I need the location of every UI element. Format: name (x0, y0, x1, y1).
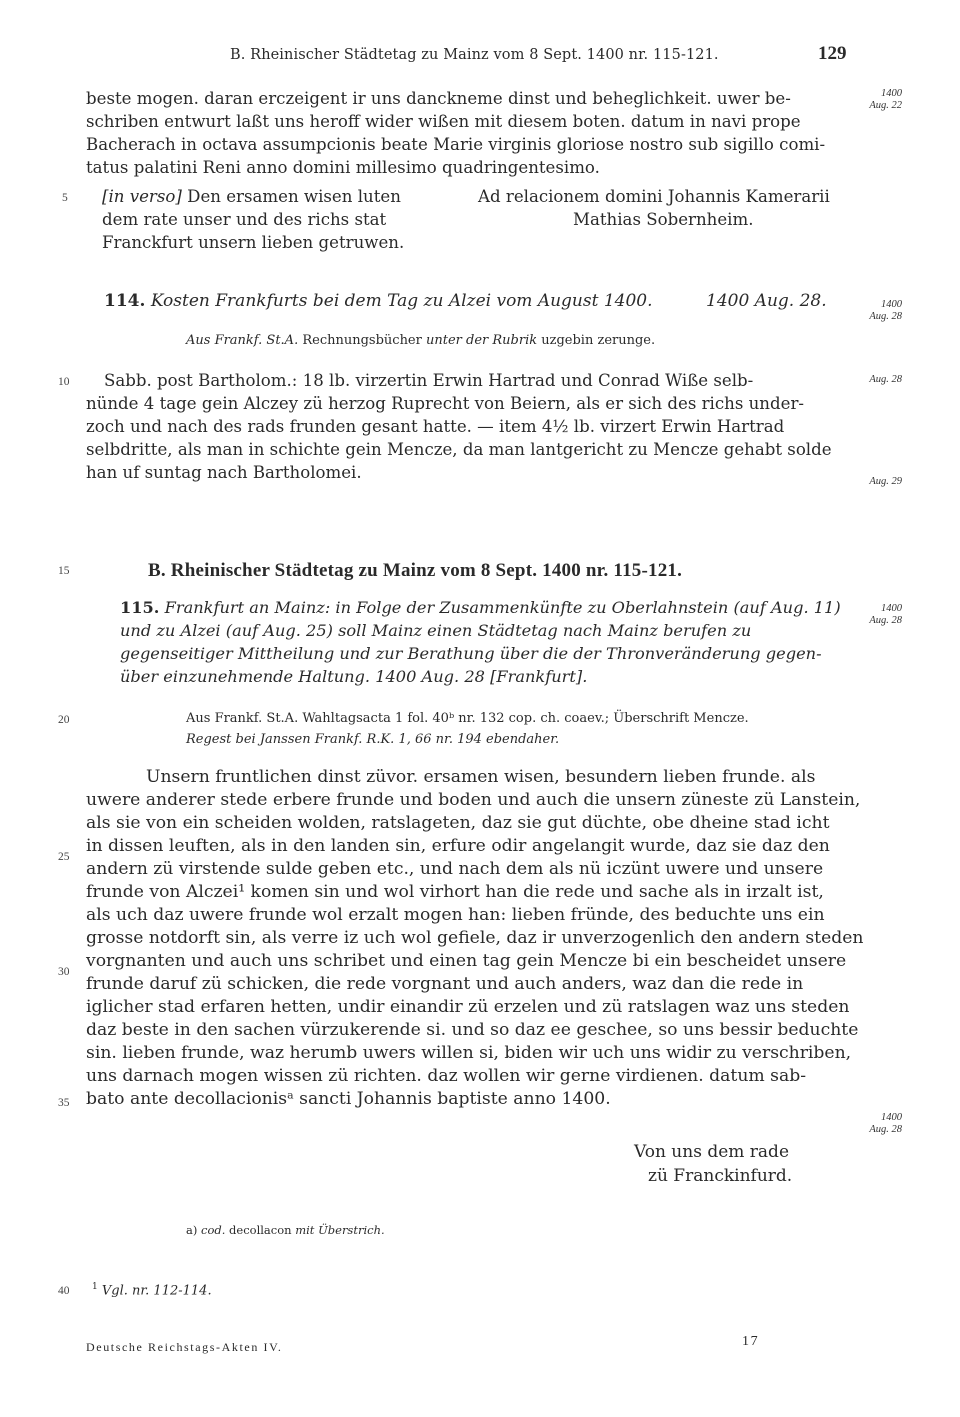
doc115-text-9: vorgnanten und auch uns schribet und einen tag gein Mencze bi ein bescheidet unsere (86, 951, 847, 971)
margin-date-114-year: 1400 (881, 299, 902, 310)
doc115-text-3: als sie von ein scheiden wolden, ratslageten, daz sie gut düchte, obe dheine stad icht (86, 813, 830, 833)
doc115-heading (120, 597, 841, 619)
doc115-text-6: frunde von Alczei¹ komen sin und wol virhort han die rede und sache als in irzalt ist, (86, 882, 824, 902)
page-number: 129 (818, 43, 847, 64)
doc115-title-line-3: gegenseitiger Mittheilung und zur Berathung über die der Thronveränderung gegen- (120, 644, 822, 663)
margin-date-113-year: 1400 (881, 88, 902, 99)
doc113-line-3: Bacherach in octava assumpcionis beate Marie virginis gloriose nostro sub sigillo comi- (86, 135, 826, 154)
margin-date-115-end-year: 1400 (881, 1112, 902, 1123)
section-heading: B. Rheinischer Städtetag zu Mainz vom 8 Sept. 1400 nr. 115-121. (148, 560, 683, 581)
in-verso-note: [in verso] (102, 187, 182, 206)
doc115-text-11: iglicher stad erfaren hetten, undir einandir zü erzelen und zü ratslagen waz uns steden (86, 997, 850, 1017)
doc113-line-1: beste mogen. daran erczeigent ir uns danckneme dinst und beheglichkeit. uwer be- (86, 89, 791, 108)
signature-line-1: Von uns dem rade (634, 1142, 790, 1162)
doc114-source-text1: Rechnungsbücher (302, 333, 422, 348)
line-number-20: 20 (58, 714, 70, 726)
relation-line-1: Ad relacionem domini Johannis Kamerarii (478, 187, 830, 206)
doc114-source-aus: Aus Frankf. St.A. (186, 333, 299, 348)
doc115-text-8: grosse notdorft sin, als verre iz uch wol gefiele, daz ir unverzogenlich den andern steden (86, 928, 864, 948)
doc113-line-2: schriben entwurt laßt uns heroff wider wißen mit diesem boten. datum in navi prope (86, 112, 801, 131)
doc115-text-7: als uch daz uwere frunde wol erzalt mogen han: lieben fründe, des beduchte uns ein (86, 905, 825, 925)
doc115-source-2: Regest bei Janssen Frankf. R.K. 1, 66 nr. 194 ebendaher. (186, 732, 560, 747)
doc114-title: Kosten Frankfurts bei dem Tag zu Alzei vom August 1400. (150, 291, 653, 311)
doc115-text-12: daz beste in den sachen vürzukerende si. und so daz ee geschee, so uns bessir beduchte (86, 1020, 859, 1040)
doc114-source-unter: unter der Rubrik (426, 333, 538, 348)
doc115-text-14: uns darnach mogen wissen zü richten. daz wollen wir gerne virdienen. datum sab- (86, 1066, 807, 1086)
doc115-text-10: frunde daruf zü schicken, die rede vorgnant und auch anders, waz dan die rede in (86, 974, 804, 994)
doc115-text-2: uwere anderer stede erbere frunde und boden und auch die unsern züneste zü Lanstein, (86, 790, 861, 810)
signature-line-2: zü Franckinfurd. (648, 1166, 793, 1186)
line-number-40: 40 (58, 1285, 70, 1297)
doc114-line-2: nünde 4 tage gein Alczey zü herzog Ruprecht von Beiern, als er sich des richs under- (86, 394, 804, 413)
doc114-date: 1400 Aug. 28. (706, 291, 827, 311)
doc114-line-5: han uf suntag nach Bartholomei. (86, 463, 362, 482)
doc114-number: 114. (104, 291, 146, 311)
doc115-text-13: sin. lieben frunde, waz herumb uwers willen si, biden wir uch uns widir zu verschriben, (86, 1043, 852, 1063)
address-line-1 (102, 186, 401, 209)
footnote-a-cod: cod. (201, 1223, 226, 1237)
footer-series-title: Deutsche Reichstags-Akten IV. (86, 1340, 283, 1354)
doc114-heading (104, 291, 653, 311)
margin-date-113-day: Aug. 22 (869, 100, 902, 111)
doc114-line-1: Sabb. post Bartholom.: 18 lb. virzertin Erwin Hartrad und Conrad Wiße selb- (104, 371, 754, 390)
address-text-1: Den ersamen wisen luten (187, 187, 401, 206)
margin-date-115 (858, 603, 902, 627)
footnote-a-rest: mit Überstrich. (295, 1223, 385, 1237)
doc115-title-line-1 (120, 597, 841, 619)
doc115-text-4: in dissen leuften, als in den landen sin, erfure odir angelangit wurde, daz sie daz den (86, 836, 830, 856)
line-number-35: 35 (58, 1097, 70, 1109)
footnote-a-text: decollacon (229, 1223, 292, 1237)
margin-date-113 (862, 88, 902, 112)
running-head-title: B. Rheinischer Städtetag zu Mainz vom 8 Sept. 1400 nr. 115-121. (230, 47, 719, 63)
address-line-2: dem rate unser und des richs stat (102, 210, 387, 229)
doc114-source-text2: uzgebin zerunge. (541, 333, 656, 348)
margin-note-aug-28: Aug. 28 (869, 374, 902, 385)
doc114-line-4: selbdritte, als man in schichte gein Mencze, da man lantgericht zu Mencze gehabt solde (86, 440, 832, 459)
margin-date-115-end-day: Aug. 28 (869, 1124, 902, 1135)
doc115-text-5: andern zü virstende sulde geben etc., und nach dem als nü iczünt uwere und unsere (86, 859, 824, 879)
doc115-text-15: bato ante decollacionisᵃ sancti Johannis baptiste anno 1400. (86, 1089, 611, 1109)
doc115-source-1: Aus Frankf. St.A. Wahltagsacta 1 fol. 40ᵇ nr. 132 cop. ch. coaev.; Überschrift Mencze. (186, 711, 749, 726)
doc114-source (186, 333, 655, 348)
doc115-title-line-4: über einzunehmende Haltung. 1400 Aug. 28 [Frankfurt]. (120, 667, 588, 686)
footnote-a (186, 1223, 385, 1237)
address-line-3: Franckfurt unsern lieben getruwen. (102, 233, 405, 252)
line-number-10: 10 (58, 376, 70, 388)
margin-date-115-day: Aug. 28 (869, 615, 902, 626)
line-number-5: 5 (62, 192, 68, 204)
relation-line-2: Mathias Sobernheim. (573, 210, 754, 229)
margin-date-115-year: 1400 (881, 603, 902, 614)
margin-date-114 (862, 299, 902, 323)
doc114-line-3: zoch und nach des rads frunden gesant hatte. — item 4½ lb. virzert Erwin Hartrad (86, 417, 785, 436)
margin-date-115-end (858, 1112, 902, 1136)
margin-date-114-day: Aug. 28 (869, 311, 902, 322)
footer-signature-mark: 17 (742, 1334, 760, 1349)
doc115-title-line-2: und zu Alzei (auf Aug. 25) soll Mainz einen Städtetag nach Mainz berufen zu (120, 621, 752, 640)
line-number-15: 15 (58, 565, 70, 577)
doc115-title-text-1: Frankfurt an Mainz: in Folge der Zusammenkünfte zu Oberlahnstein (auf Aug. 11) (164, 598, 841, 617)
doc115-text-1: Unsern fruntlichen dinst züvor. ersamen wisen, besundern lieben frunde. als (146, 767, 816, 787)
line-number-25: 25 (58, 851, 70, 863)
doc115-number: 115. (120, 598, 160, 617)
footnote-1-marker: 1 (92, 1282, 98, 1292)
doc113-line-4: tatus palatini Reni anno domini millesimo quadringentesimo. (86, 158, 600, 177)
line-number-30: 30 (58, 966, 70, 978)
margin-note-aug-29: Aug. 29 (869, 476, 902, 487)
footnote-1-text: Vgl. nr. 112-114. (101, 1283, 212, 1299)
footnote-a-marker: a) (186, 1223, 198, 1237)
footnote-1 (92, 1282, 212, 1298)
